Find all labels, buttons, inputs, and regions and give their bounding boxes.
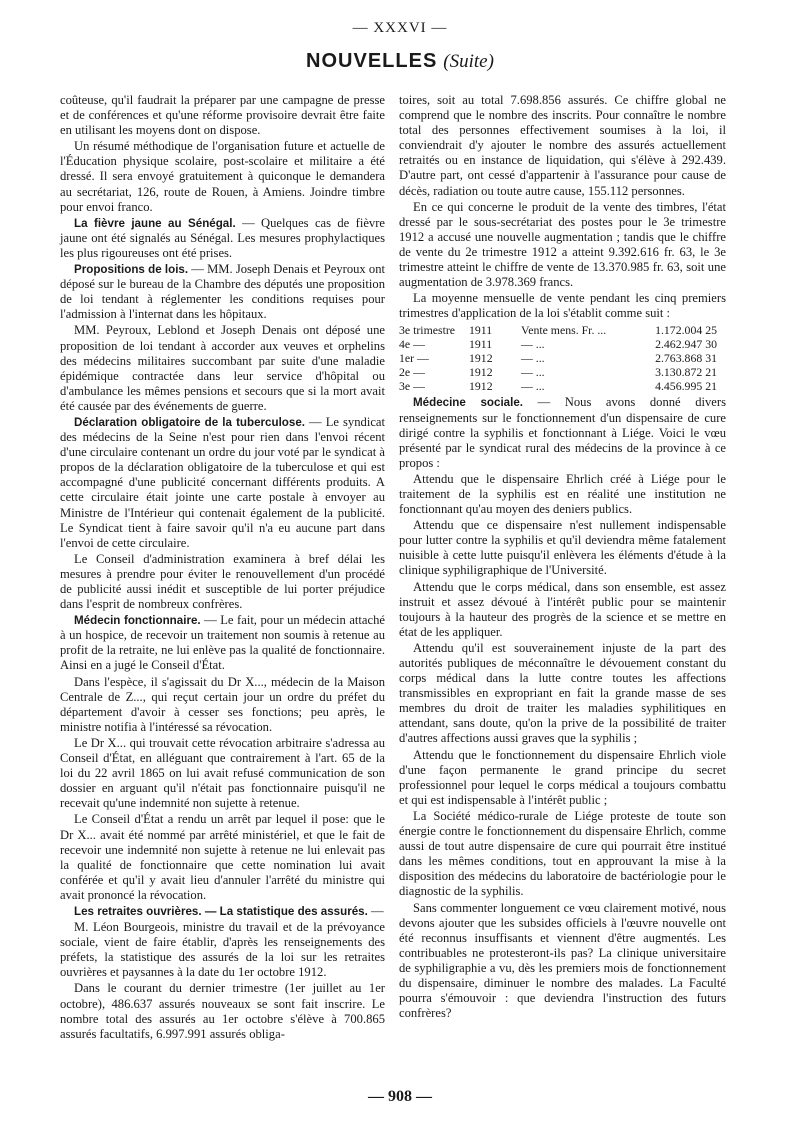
article-heading: Médecin fonctionnaire. <box>74 614 201 628</box>
article-text: — Nous avons donné divers renseignements sur le fonctionnement d'un dispensaire de cure dirigé contre la syphilis et fonctionnant à Liége. Voici le vœu présenté par le syndicat rural des médecins de la province à ce propos : <box>399 395 726 470</box>
table-cell: 2.462.947 30 <box>655 337 717 352</box>
paragraph: Le Conseil d'administration examinera à bref délai les mesures à prendre pour éviter le renouvellement d'un procédé de publicité aussi inédit et susceptible de lui porter préjudice dans l'esprit de nombreux confrères. <box>60 551 385 612</box>
table-cell: 2e — <box>399 365 425 380</box>
article-heading: Propositions de lois. <box>74 263 189 277</box>
paragraph: Le Dr X... qui trouvait cette révocation arbitraire s'adressa au Conseil d'État, en alléguant que contrairement à l'art. 65 de la loi du 22 avril 1865 on lui avait refusé communication de son dossier en arguant qu'il n'était pas fonctionnaire puisqu'il ne recevait qu'une indemnité non sujette à retenue. <box>60 735 385 811</box>
table-row <box>399 365 726 379</box>
table-cell: — ... <box>521 379 545 394</box>
paragraph: La moyenne mensuelle de vente pendant les cinq premiers trimestres d'application de la loi s'établit comme suit : <box>399 291 726 321</box>
paragraph: Dans l'espèce, il s'agissait du Dr X..., médecin de la Maison Centrale de Z..., qui reçut certain jour un ordre du préfet du département d'avoir à cesser ses fonctions; peu après, le ministre notifia à l'intéressé sa révocation. <box>60 674 385 734</box>
table-cell: — ... <box>521 337 545 352</box>
table-cell: 1er — <box>399 351 429 366</box>
table-cell: Vente mens. Fr. ... <box>521 323 607 338</box>
section-title <box>0 50 800 73</box>
paragraph: Attendu que le dispensaire Ehrlich créé à Liége pour le traitement de la syphilis est en réalité une institution ne fonctionnant qu'au moyen des deniers publics. <box>399 471 726 517</box>
right-column <box>399 93 726 1022</box>
paragraph: M. Léon Bourgeois, ministre du travail et de la prévoyance sociale, vient de faire établir, d'après les renseignements des préfets, la statistique des assurés de la loi sur les retraites ouvrières et paysannes à la date du 1er octobre 1912. <box>60 920 385 980</box>
paragraph: La Société médico-rurale de Liége proteste de toute son énergie contre le fonctionnement du dispensaire Ehrlich, comme aussi de tout autre dispensaire de cure qui pourrait être institué dans les mêmes conditions, tout en approuvant la mise à la disposition des médecins du laboratoire de bactériologie pour le diagnostic de la syphilis. <box>399 808 726 899</box>
paragraph: Attendu que le corps médical, dans son ensemble, est assez instruit et assez dévoué à l'intérêt public pour se maintenir toujours à la hauteur des progrès de la science et se mettre en état de les appliquer. <box>399 579 726 639</box>
paragraph <box>399 395 726 470</box>
paragraph: toires, soit au total 7.698.856 assurés. Ce chiffre global ne comprend que le nombre des inscrits. Pour connaître le nombre total des personnes effectivement soumises à la loi, il conviendrait d'y ajouter le nombre des assurés actuellement retraités ou en instance de liquidation, qui s'élève à 292.439. D'autre part, ont cessé d'appartenir à l'assurance pour cause de décès, radiation ou toute autre cause, 155.112 personnes. <box>399 93 726 198</box>
paragraph: En ce qui concerne le produit de la vente des timbres, l'état dressé par le sous-secrétariat des postes pour le 3e trimestre 1912 a accusé une nouvelle augmentation ; tandis que le chiffre de vente du 2e trimestre 1912 a atteint 9.392.616 fr. 63, le 3e trimestre atteint le chiffre de vente de 13.370.985 fr. 63, soit une augmentation de 3.978.369 francs. <box>399 199 726 290</box>
table-cell: 1911 <box>469 337 493 352</box>
table-row <box>399 351 726 365</box>
paragraph: Le Conseil d'État a rendu un arrêt par lequel il pose: que le Dr X... avait été nommé par arrêté ministériel, et que le fait de recevoir une indemnité non sujette à retenue ne lui enlevait pas la qualité de fonctionnaire que cette nomination lui avait conférée et qu'il y avait lieu d'annuler l'arrêté du ministre qui avait prononcé la révocation. <box>60 812 385 902</box>
article-text: — MM. Joseph Denais et Peyroux ont déposé sur le bureau de la Chambre des députés une proposition de loi tendant à réglementer les conditions requises pour l'admission à l'internat dans les hôpitaux. <box>60 262 385 322</box>
paragraph: Dans le courant du dernier trimestre (1er juillet au 1er octobre), 486.637 assurés nouveaux se sont fait inscrire. Le nombre total des assurés au 1er octobre s'élève à 700.865 assurés facultatifs, 6.997.991 assurés obliga- <box>60 981 385 1041</box>
page-number: — 908 — <box>368 1088 432 1105</box>
table-cell: 3e — <box>399 379 425 394</box>
table-cell: 1912 <box>469 379 493 394</box>
paragraph: Sans commenter longuement ce vœu clairement motivé, nous devons ajouter que les subsides officiels à l'œuvre nouvelle ont été reconnus insuffisants et viennent d'être augmentés. Les contribuables ne protesteront-ils pas? La clinique universitaire de syphiligraphie a vu, dès les premiers mois de fonctionnement du dispensaire, diminuer le nombre des malades. La Faculté pourra s'émouvoir : que deviendra l'instruction des futurs confrères? <box>399 900 726 1021</box>
article-text: — Quelques cas de fièvre jaune ont été signalés au Sénégal. Les mesures prophylactiques les plus rigoureuses ont été prises. <box>60 215 385 260</box>
paragraph: Un résumé méthodique de l'organisation future et actuelle de l'Éducation physique scolaire, post-scolaire et militaire a été dressé. Il sera envoyé gratuitement à quiconque le demandera au secrétariat, 126, route de Rouen, à Amiens. Joindre timbre pour envoi franco. <box>60 139 385 214</box>
article-text: — Le syndicat des médecins de la Seine n'est pour rien dans l'envoi récent d'une circulaire contenant un ordre du jour voté par le syndicat à propos de la déclaration obligatoire de la tuberculose et qui est accompagné d'une publicité concernant différents produits. A cette circulaire était jointe une carte postale à envoyer au Ministre de l'Intérieur qui contenait également de la publicité. Le Syndicat tient à faire savoir qu'il n'a eu aucune part dans l'envoi de cette circulaire. <box>60 414 385 550</box>
table-cell: — ... <box>521 365 545 380</box>
article-heading: Médecine sociale. <box>413 396 524 410</box>
paragraph <box>60 904 385 919</box>
table-cell: 2.763.868 31 <box>655 351 717 366</box>
left-column <box>60 93 385 1043</box>
paragraph <box>60 216 385 261</box>
table-cell: 4.456.995 21 <box>655 379 717 394</box>
section-suite: (Suite) <box>443 51 494 72</box>
table-cell: 4e — <box>399 337 425 352</box>
roman-page-number: — XXXVI — <box>352 20 448 36</box>
table-cell: 3e trimestre <box>399 323 456 338</box>
table-cell: 3.130.872 21 <box>655 365 717 380</box>
article-text: — <box>367 903 384 918</box>
paragraph: coûteuse, qu'il faudrait la préparer par une campagne de presse et de conférences et qu'une réforme provisoire devrait être faite en utilisant les moyens dont on dispose. <box>60 93 385 138</box>
table-row <box>399 379 726 393</box>
paragraph <box>60 415 385 551</box>
paragraph: Attendu que ce dispensaire n'est nullement indispensable pour lutter contre la syphilis et qu'il deviendra même fatalement nuisible à cette lutte puisqu'il enlèvera les éléments d'étude à la clinique syphiligraphique de l'Université. <box>399 518 726 578</box>
paragraph: MM. Peyroux, Leblond et Joseph Denais ont déposé une proposition de loi tendant à accorder aux veuves et orphelins des médecins militaires succombant par suite d'une maladie épidémique contractée dans leur service d'hôpital ou d'ambulance les mêmes pensions et secours que si la mort avait été causée par des événements de guerre. <box>60 323 385 413</box>
paragraph <box>60 613 385 673</box>
table-cell: 1.172.004 25 <box>655 323 717 338</box>
article-heading: Les retraites ouvrières. — La statistique des assurés. <box>74 904 368 918</box>
paragraph: Attendu qu'il est souverainement injuste de la part des autorités publiques de méconnaître le dévouement constant du corps médical dans la lutte contre toutes les affections transmissibles en expropriant en fait la grande masse de ses membres du droit de traiter les maladies syphilitiques en attendant, sans doute, qu'on la prive de la possibilité de traiter d'autres affections aussi graves que la syphilis ; <box>399 640 726 746</box>
article-heading: La fièvre jaune au Sénégal. <box>74 216 236 230</box>
article-text: — Le fait, pour un médecin attaché à un hospice, de recevoir un traitement non soumis à retenue au profit de la retraite, ne lui enlève pas la qualité de fonctionnaire. Ainsi en a jugé le Conseil d'État. <box>60 613 385 673</box>
table-row <box>399 337 726 351</box>
paragraph <box>60 262 385 322</box>
sales-table <box>399 323 726 393</box>
section-title-text: NOUVELLES <box>306 50 438 72</box>
article-heading: Déclaration obligatoire de la tuberculose. <box>74 415 306 429</box>
table-cell: — ... <box>521 351 545 366</box>
table-cell: 1912 <box>469 365 493 380</box>
table-cell: 1911 <box>469 323 493 338</box>
table-cell: 1912 <box>469 351 493 366</box>
table-row <box>399 323 726 337</box>
paragraph: Attendu que le fonctionnement du dispensaire Ehrlich viole d'une façon permanente le grand principe du secret professionnel pour lequel le corps médical a toujours combattu et qui est indispensable à l'intérêt public ; <box>399 747 726 807</box>
